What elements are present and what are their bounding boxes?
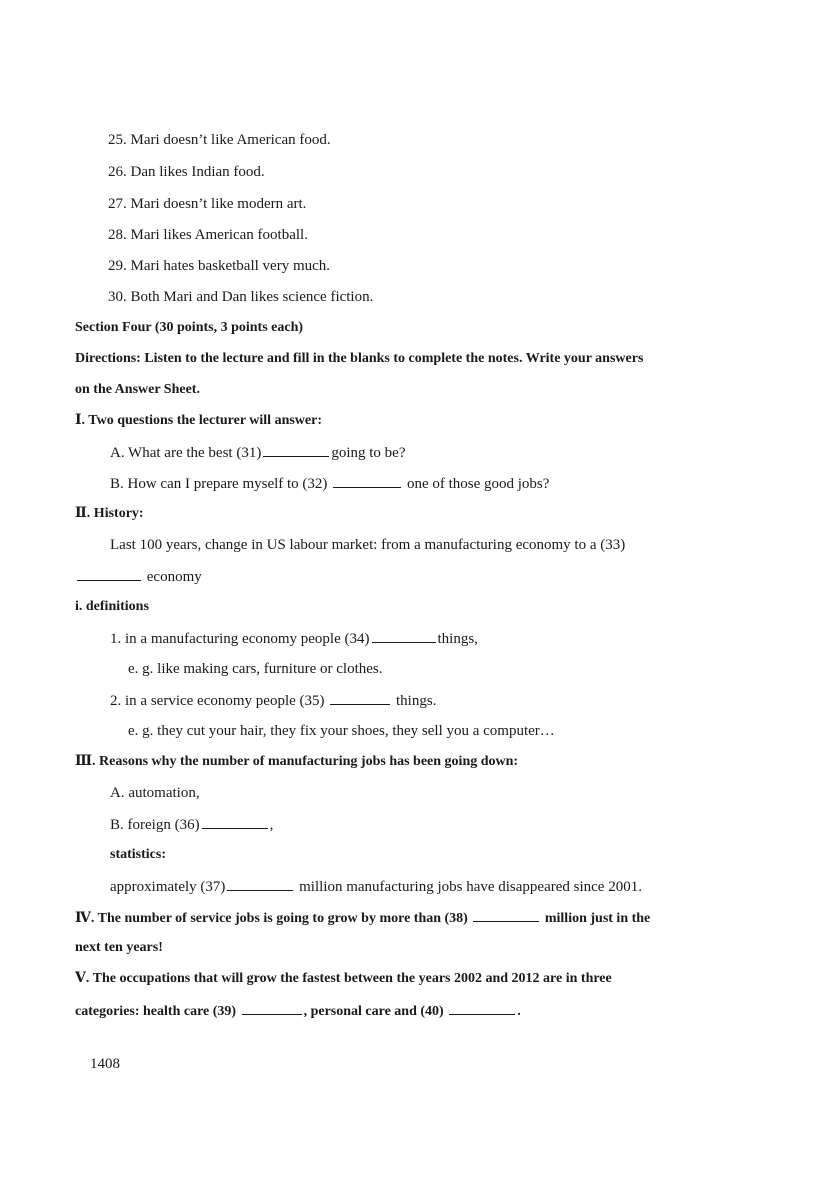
reason-a: A. automation, <box>110 785 200 801</box>
reason-b-text-end: , <box>269 817 274 833</box>
definition-2 <box>110 690 436 711</box>
blank-36[interactable] <box>202 814 268 829</box>
definition-1-text: 1. in a manufacturing economy people (34) <box>110 631 370 647</box>
heading-5-line-2 <box>75 1000 521 1022</box>
item-28: 28. Mari likes American football. <box>108 227 308 243</box>
history-line-1: Last 100 years, change in US labour market: from a manufacturing economy to a (33) <box>110 537 626 553</box>
reason-b-text: B. foreign (36) <box>110 817 200 833</box>
note-a <box>110 442 406 463</box>
statistics-text-end: million manufacturing jobs have disappeared since 2001. <box>299 879 642 895</box>
blank-38[interactable] <box>473 907 539 922</box>
blank-33[interactable] <box>77 566 141 581</box>
reason-b <box>110 814 273 835</box>
heading-2: Ⅱ. History: <box>75 506 144 521</box>
heading-1: Ⅰ. Two questions the lecturer will answer: <box>75 413 323 428</box>
definitions-title: i. definitions <box>75 599 149 614</box>
statistics-title: statistics: <box>110 847 166 862</box>
heading-4 <box>75 907 650 929</box>
directions-line-2: on the Answer Sheet. <box>75 382 200 397</box>
definition-1-text-end: things, <box>437 631 478 647</box>
statistics-text: approximately (37) <box>110 879 226 895</box>
item-30: 30. Both Mari and Dan likes science fiction. <box>108 289 374 305</box>
note-a-text: A. What are the best (31) <box>110 445 262 461</box>
heading-4-line-2: next ten years! <box>75 940 163 955</box>
heading-5-text: categories: health care (39) <box>75 1004 237 1019</box>
note-a-text-end: going to be? <box>331 445 406 461</box>
heading-4-text: Ⅳ. The number of service jobs is going to grow by more than (38) <box>75 911 468 926</box>
heading-5-text-end: . <box>517 1004 521 1019</box>
item-29: 29. Mari hates basketball very much. <box>108 258 331 274</box>
blank-34[interactable] <box>372 628 436 643</box>
definition-1 <box>110 628 478 649</box>
blank-40[interactable] <box>449 1000 515 1015</box>
blank-37[interactable] <box>227 876 293 891</box>
blank-31[interactable] <box>263 442 329 457</box>
definition-1-example: e. g. like making cars, furniture or clothes. <box>128 661 383 677</box>
history-line-2-text: economy <box>146 569 202 585</box>
note-b-text-end: one of those good jobs? <box>406 476 550 492</box>
item-27: 27. Mari doesn’t like modern art. <box>108 196 307 212</box>
definition-2-text: 2. in a service economy people (35) <box>110 693 325 709</box>
blank-35[interactable] <box>330 690 390 705</box>
blank-39[interactable] <box>242 1000 302 1015</box>
definition-2-text-end: things. <box>396 693 437 709</box>
directions-line-1: Directions: Listen to the lecture and fill in the blanks to complete the notes. Write your answers <box>75 351 644 366</box>
definition-2-example: e. g. they cut your hair, they fix your shoes, they sell you a computer… <box>128 723 555 739</box>
heading-5-text-mid: , personal care and (40) <box>303 1004 444 1019</box>
page-number: 1408 <box>90 1056 120 1072</box>
blank-32[interactable] <box>333 473 401 488</box>
note-b <box>110 473 549 494</box>
note-b-text: B. How can I prepare myself to (32) <box>110 476 328 492</box>
heading-3: Ⅲ. Reasons why the number of manufacturing jobs has been going down: <box>75 754 519 769</box>
item-25: 25. Mari doesn’t like American food. <box>108 132 331 148</box>
heading-4-text-end: million just in the <box>544 911 651 926</box>
section-title: Section Four (30 points, 3 points each) <box>75 320 304 335</box>
item-26: 26. Dan likes Indian food. <box>108 164 265 180</box>
heading-5: Ⅴ. The occupations that will grow the fastest between the years 2002 and 2012 are in three <box>75 971 612 986</box>
statistics-line <box>110 876 642 897</box>
history-line-2 <box>75 566 202 587</box>
